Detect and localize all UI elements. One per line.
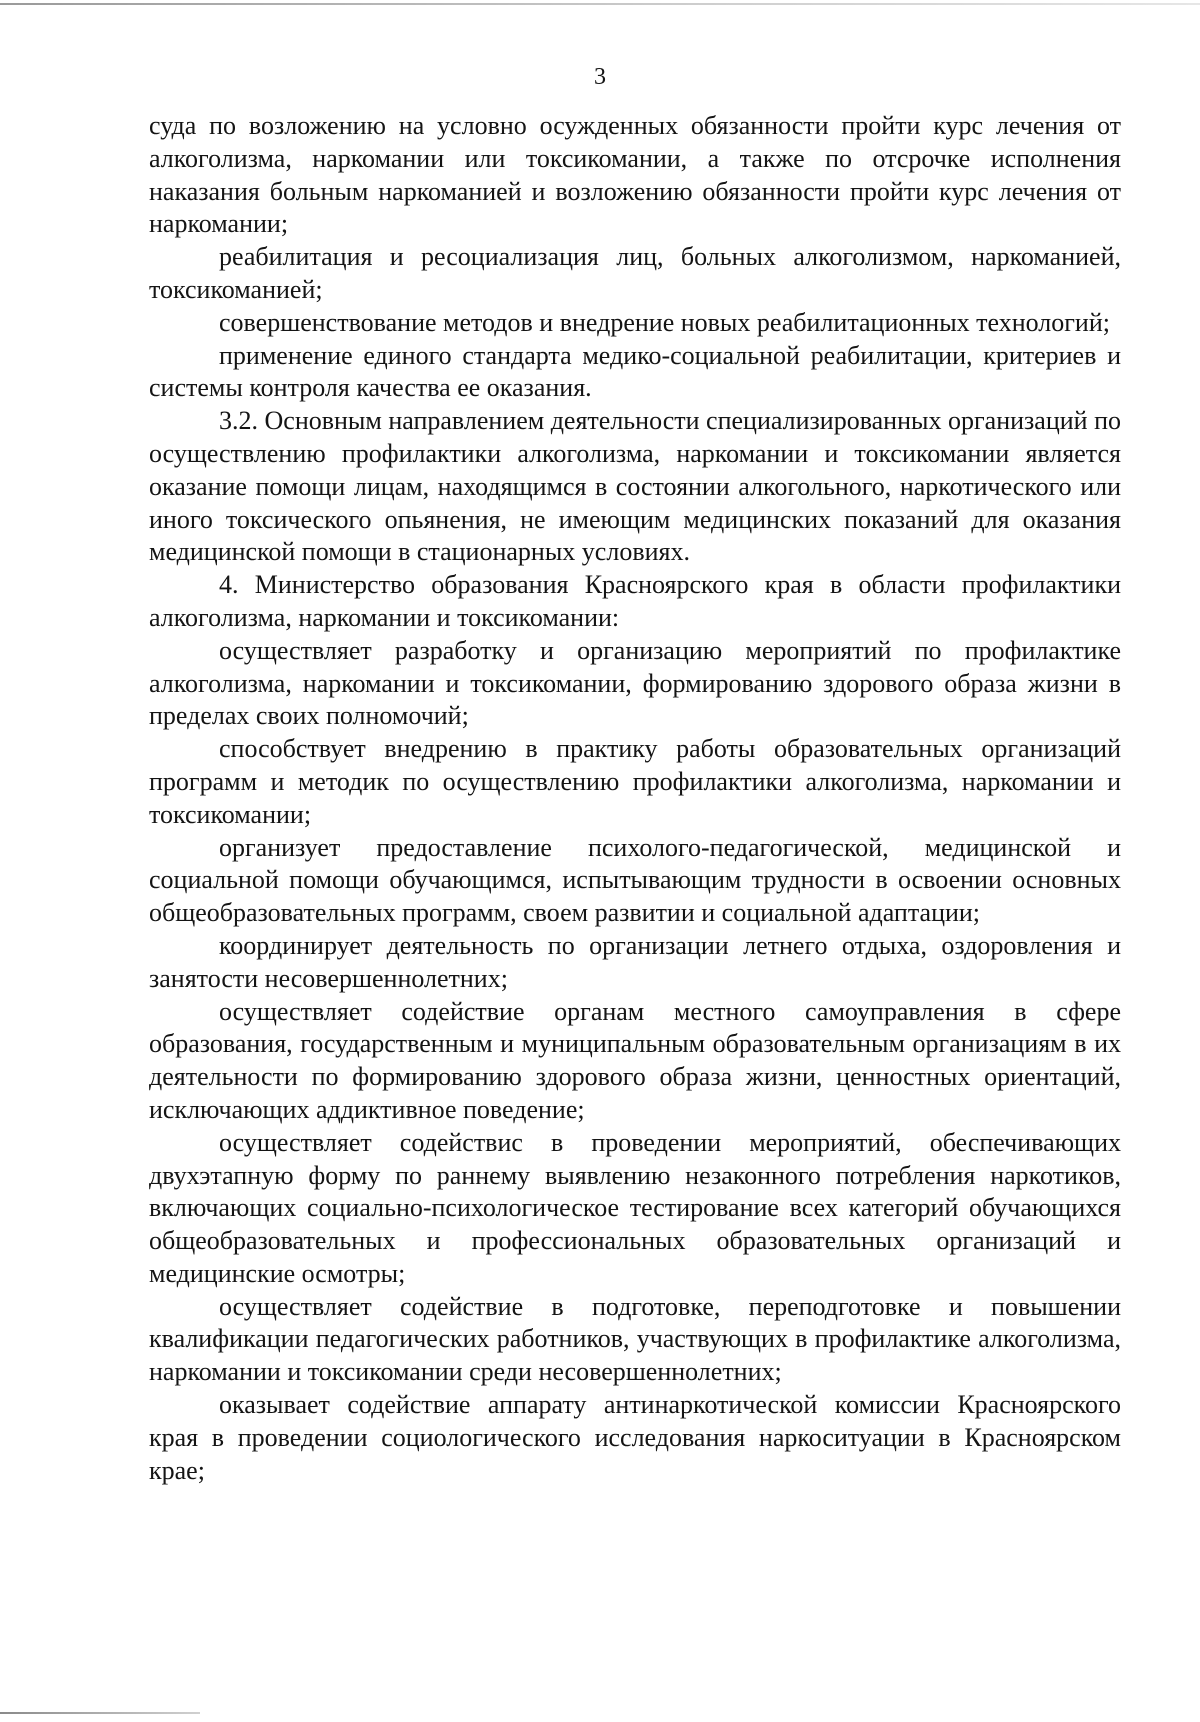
paragraph: способствует внедрению в практику работы образовательных организаций программ и методик по осуществлению профилактики алкоголизма, наркомании и токсикомании;	[149, 734, 1121, 829]
paragraph: осуществляет содействие органам местного самоуправления в сфере образования, государственным и муниципальным образовательным организациям в их деятельности по формированию здорового образа жизни, ценностных ориентаций, исключающих аддиктивное поведение;	[149, 996, 1121, 1124]
scan-edge-top	[0, 3, 1200, 5]
paragraph: оказывает содействие аппарату антинаркотической комиссии Красноярского края в проведении социологического исследования наркоситуации в Красноярском крае;	[149, 1390, 1121, 1485]
paragraph: осуществляет содействие в подготовке, переподготовке и повышении квалификации педагогических работников, участвующих в профилактике алкоголизма, наркомании и токсикомании среди несовершеннолетних;	[149, 1291, 1121, 1387]
paragraph: осуществляет содействис в проведении мероприятий, обеспечивающих двухэтапную форму по раннему выявлению незаконного потребления наркотиков, включающих социально-психологическое тестирование всех категорий обучающихся общеобразовательных и профессиональных образовательных организаций и медицинские осмотры;	[149, 1127, 1121, 1288]
paragraph: реабилитация и ресоциализация лиц, больных алкоголизмом, наркоманией, токсикоманией;	[149, 242, 1121, 304]
paragraph: применение единого стандарта медико-социальной реабилитации, критериев и системы контроля качества ее оказания.	[149, 340, 1121, 403]
paragraph: суда по возложению на условно осужденных обязанности пройти курс лечения от алкоголизма, наркомании или токсикомании, а также по отсрочке исполнения наказания больным наркоманией и возложению обязанности пройти курс лечения от наркомании;	[149, 111, 1121, 239]
paragraph: совершенствование методов и внедрение новых реабилитационных технологий;	[219, 307, 1110, 337]
paragraph: 4. Министерство образования Красноярского края в области профилактики алкоголизма, наркомании и токсикомании:	[149, 570, 1121, 632]
scan-edge-bottom	[0, 1712, 200, 1714]
document-body	[149, 110, 1121, 1487]
paragraph: организует предоставление психолого-педагогической, медицинской и социальной помощи обучающимся, испытывающим трудности в освоении основных общеобразовательных программ, своем развитии и социальной адаптации;	[149, 832, 1121, 928]
page-number: 3	[594, 64, 606, 90]
paragraph: 3.2. Основным направлением деятельности специализированных организаций по осуществлению профилактики алкоголизма, наркомании и токсикомании является оказание помощи лицам, находящимся в состоянии алкогольного, наркотического или иного токсического опьянения, не имеющим медицинских показаний для оказания медицинской помощи в стационарных условиях.	[149, 406, 1121, 567]
paragraph: осуществляет разработку и организацию мероприятий по профилактике алкоголизма, наркомании и токсикомании, формированию здорового образа жизни в пределах своих полномочий;	[149, 635, 1121, 731]
paragraph: координирует деятельность по организации летнего отдыха, оздоровления и занятости несовершеннолетних;	[149, 930, 1121, 993]
